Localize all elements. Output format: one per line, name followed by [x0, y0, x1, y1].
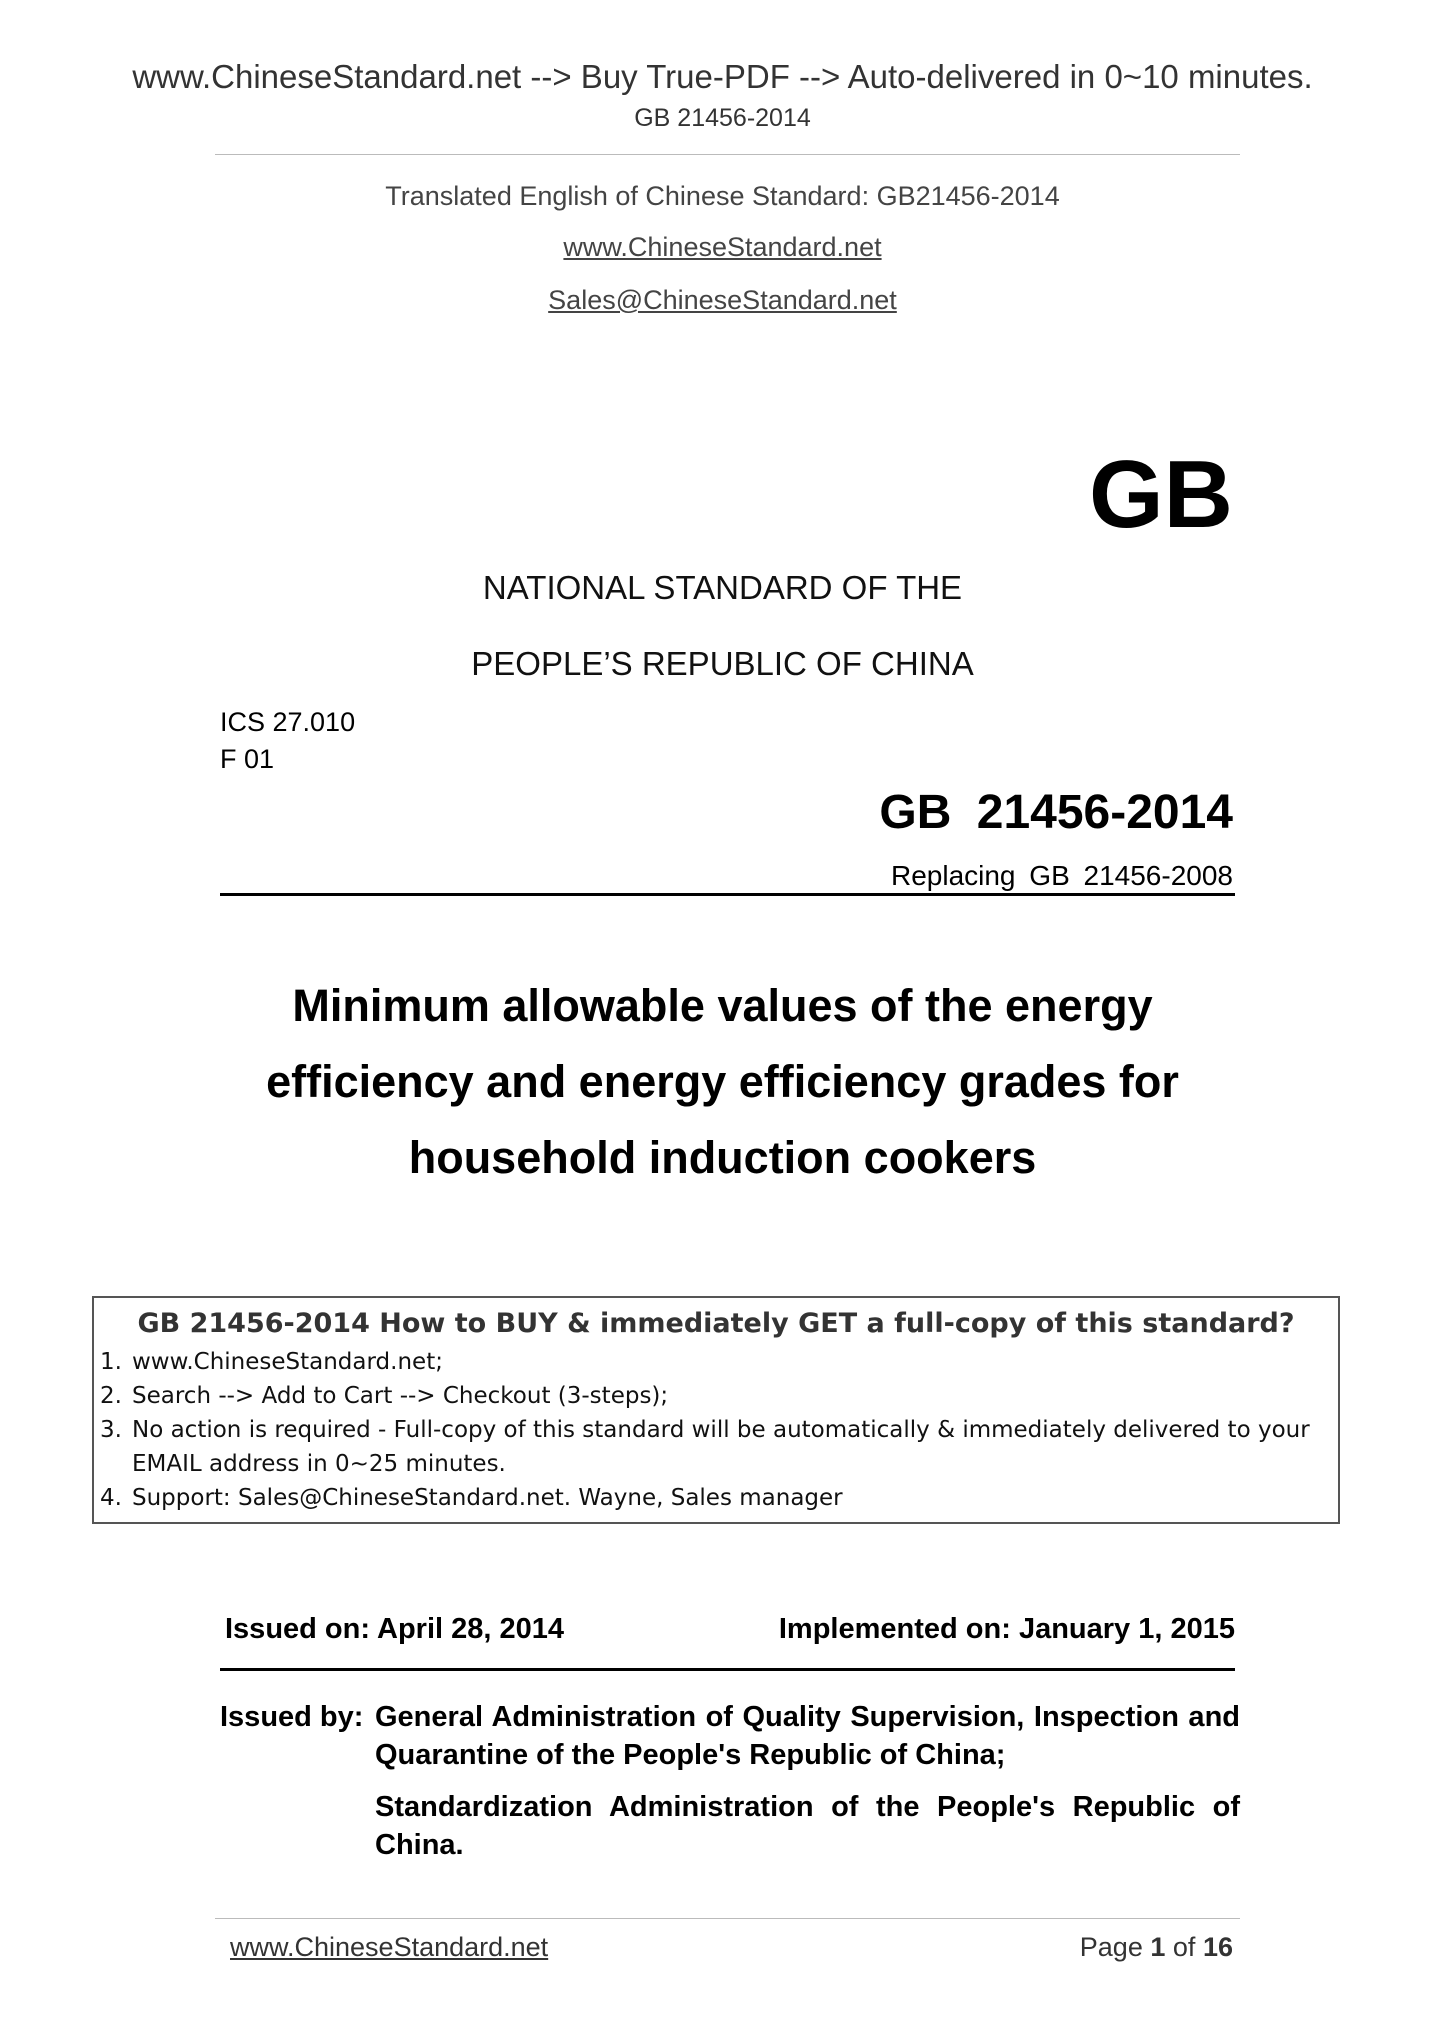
gb-mark: GB: [1089, 441, 1233, 548]
title-divider: [220, 893, 1235, 896]
step-number: 4.: [100, 1485, 122, 1511]
step-number: 3.: [100, 1417, 122, 1443]
issued-by-label: Issued by:: [220, 1701, 364, 1733]
website-link[interactable]: www.ChineseStandard.net: [563, 232, 882, 262]
page-current: 1: [1150, 1932, 1166, 1962]
step-text: Search --> Add to Cart --> Checkout (3-steps);: [132, 1383, 669, 1409]
purchase-steps-list: [100, 1345, 1338, 1515]
title-line: efficiency and energy efficiency grades for: [266, 1056, 1179, 1107]
dates-divider: [220, 1668, 1235, 1671]
ccs-code: F 01: [220, 744, 275, 774]
header-divider: [215, 154, 1240, 155]
step-number: 1.: [100, 1349, 122, 1375]
header-standard-code: GB 21456-2014: [634, 104, 811, 132]
ics-code: ICS 27.010: [220, 707, 356, 737]
implemented-date: Implemented on: January 1, 2015: [778, 1613, 1235, 1645]
standard-number: GB 21456-2014: [879, 786, 1233, 839]
page-indicator: [1080, 1932, 1233, 1963]
step-text: Support: Sales@ChineseStandard.net. Wayne, Sales manager: [132, 1485, 843, 1511]
issuing-org-1: General Administration of Quality Supervision, Inspection and Quarantine of the People's Republic of China;: [375, 1701, 1240, 1771]
page-total: 16: [1202, 1932, 1233, 1962]
issued-date: Issued on: April 28, 2014: [225, 1613, 564, 1645]
step-number: 2.: [100, 1383, 122, 1409]
purchase-box-title: GB 21456-2014 How to BUY & immediately GET a full-copy of this standard?: [137, 1308, 1295, 1339]
replacing-note: Replacing GB 21456-2008: [890, 860, 1233, 891]
list-item: [100, 1379, 1338, 1413]
national-standard-line2: PEOPLE’S REPUBLIC OF CHINA: [471, 645, 974, 682]
page-prefix: Page: [1079, 1932, 1143, 1962]
issuing-authority: [220, 1698, 1240, 1878]
title-line: Minimum allowable values of the energy: [292, 980, 1153, 1031]
footer-divider: [215, 1918, 1240, 1919]
page-of: of: [1172, 1932, 1196, 1962]
header-banner: www.ChineseStandard.net --> Buy True-PDF --> Auto-delivered in 0~10 minutes.: [132, 58, 1313, 95]
list-item: [100, 1413, 1338, 1481]
national-standard-line1: NATIONAL STANDARD OF THE: [482, 569, 963, 606]
title-line: household induction cookers: [408, 1132, 1037, 1183]
translated-line: Translated English of Chinese Standard: GB21456-2014: [385, 181, 1060, 211]
list-item: [100, 1481, 1338, 1515]
document-title: [0, 968, 1445, 1196]
issuing-org-2: Standardization Administration of the People's Republic of China.: [375, 1791, 1240, 1861]
footer-website-link[interactable]: www.ChineseStandard.net: [230, 1932, 549, 1962]
step-text: No action is required - Full-copy of this standard will be automatically & immediately delivered to your EMAIL address in 0~25 minutes.: [132, 1417, 1310, 1477]
step-text: www.ChineseStandard.net;: [132, 1349, 443, 1375]
email-link[interactable]: Sales@ChineseStandard.net: [548, 285, 897, 315]
list-item: [100, 1345, 1338, 1379]
purchase-info-box: [92, 1296, 1340, 1524]
